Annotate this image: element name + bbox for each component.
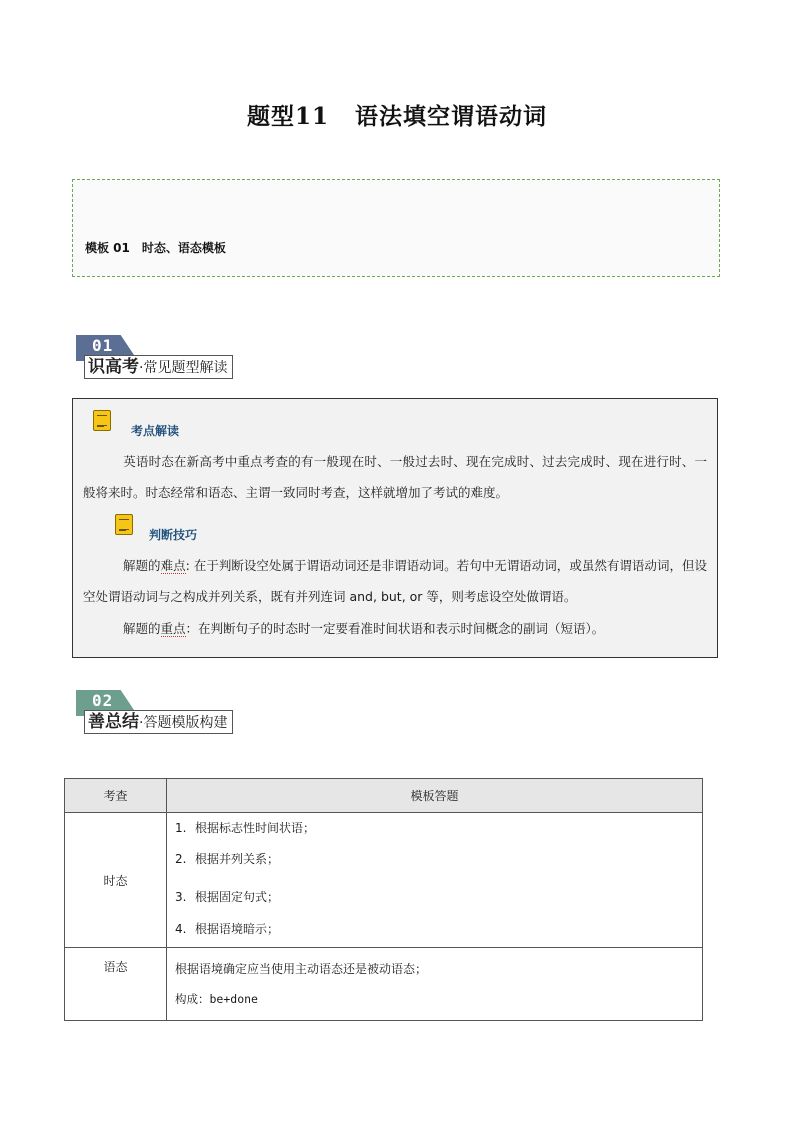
- template-name: 时态、语态模板: [141, 241, 226, 255]
- list-item-number: 4.: [175, 922, 187, 936]
- zhongdian-paragraph: [83, 613, 707, 644]
- template-index-box: [72, 179, 720, 277]
- table-header-row: [65, 779, 703, 813]
- section-number: 02: [92, 691, 114, 710]
- title-prefix: 题型: [246, 103, 295, 130]
- zhongdian-text: ：在判断句子的时态时一定要看准时间状语和表示时间概念的副词（短语）。: [185, 621, 605, 636]
- zhongdian-prefix: 解题的: [123, 621, 161, 636]
- title-name: 语法填空谓语动词: [355, 103, 547, 130]
- kaodian-title: 考点解读: [131, 424, 180, 438]
- list-item-number: 2.: [175, 852, 187, 866]
- table-header-cell: 考查: [65, 779, 167, 813]
- nandian-paragraph: [83, 550, 707, 612]
- zhongdian-key: 重点: [160, 621, 186, 636]
- section-label: [84, 710, 233, 734]
- section-label: [84, 355, 233, 379]
- list-item-text: 根据语境暗示；: [195, 922, 280, 936]
- list-item-number: 1.: [175, 821, 187, 835]
- list-item: [175, 912, 694, 944]
- table-content-cell: [167, 948, 703, 1021]
- list-item-number: 3.: [175, 890, 187, 904]
- list-item: [175, 842, 694, 876]
- page-title: [0, 98, 794, 131]
- section-label-sub: ·答题模版构建: [139, 715, 228, 731]
- section-number: 01: [92, 336, 114, 355]
- nandian-key: 难点: [160, 558, 186, 573]
- table-header-cell: 模板答题: [167, 779, 703, 813]
- jiqiao-title: 判断技巧: [149, 528, 198, 542]
- notepad-icon: [93, 410, 111, 431]
- section-label-strong: 善总结: [88, 712, 139, 732]
- template-index-item[interactable]: [85, 239, 226, 256]
- nandian-text: : 在于判断设空处属于谓语动词还是非谓语动词。若句中无谓语动词，或虽然有谓语动词，但设空处谓语动词与之构成并列关系，既有并列连词 and, but, or 等，则考虑设空处做谓语。: [83, 558, 707, 604]
- list-item-text: 根据并列关系；: [195, 852, 280, 866]
- section-label-sub: ·常见题型解读: [139, 360, 228, 376]
- list-item: [175, 876, 694, 912]
- table-row: [65, 813, 703, 948]
- notepad-icon: [115, 514, 133, 535]
- table-category-cell: 语态: [65, 948, 167, 1021]
- title-number: 11: [294, 103, 329, 130]
- section-label-strong: 识高考: [88, 357, 139, 377]
- table-content-cell: [167, 813, 703, 948]
- content-line: 构成：be+done: [175, 992, 258, 1006]
- analysis-box: [72, 398, 718, 658]
- template-code: 模板 01: [85, 241, 130, 255]
- kaodian-paragraph: [83, 446, 707, 508]
- template-table: [64, 778, 703, 1021]
- table-category-cell: 时态: [65, 813, 167, 948]
- kaodian-text: 英语时态在新高考中重点考查的有一般现在时、一般过去时、现在完成时、过去完成时、现在进行时、一般将来时。时态经常和语态、主谓一致同时考查，这样就增加了考试的难度。: [83, 454, 707, 500]
- nandian-prefix: 解题的: [123, 558, 161, 573]
- list-item-text: 根据固定句式；: [195, 890, 280, 904]
- list-item: [175, 814, 694, 842]
- list-item-text: 根据标志性时间状语；: [195, 821, 316, 835]
- table-row: [65, 948, 703, 1021]
- content-line: 根据语境确定应当使用主动语态还是被动语态；: [175, 962, 428, 976]
